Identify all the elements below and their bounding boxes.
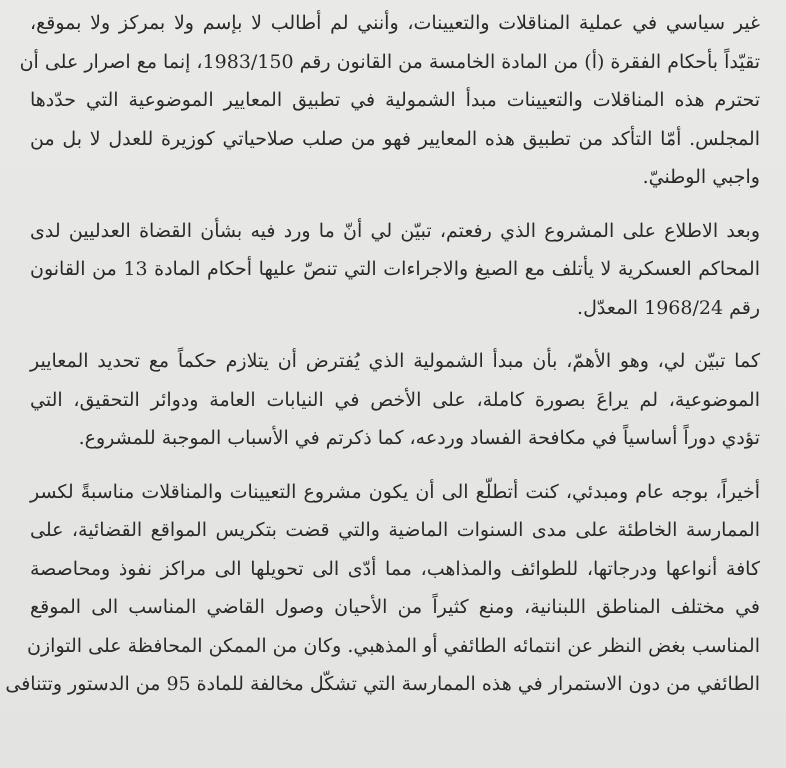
text-line: المجلس. أمّا التأكد من تطبيق هذه المعايير فهو من صلب صلاحياتي كوزيرة للعدل لا بل من — [30, 127, 761, 150]
text-line: المناسب بغض النظر عن انتمائه الطائفي أو المذهبي. وكان من الممكن المحافظة على التوازن — [27, 634, 760, 657]
paragraph-spacer — [30, 327, 760, 342]
paragraph-2 — [30, 212, 760, 328]
text-line: تحترم هذه المناقلات والتعيينات مبدأ الشمولية في تطبيق المعايير الموضوعية التي حدّدها — [30, 89, 760, 111]
text-line: تقيّداً بأحكام الفقرة (أ) من المادة الخامسة من القانون رقم 1983/150، إنما مع اصرار على أن — [19, 50, 760, 73]
text-line: رقم 1968/24 المعدّل. — [577, 296, 760, 319]
text-line: تؤدي دوراً أساسياً في مكافحة الفساد وردعه، كما ذكرتم في الأسباب الموجبة للمشروع. — [78, 427, 760, 449]
text-line: الطائفي من دون الاستمرار في هذه الممارسة التي تشكّل مخالفة للمادة 95 من الدستور وتتنافى — [5, 673, 760, 695]
text-line: الموضوعية، لم يراعَ بصورة كاملة، على الأخص في النيابات العامة ودوائر التحقيق، التي — [30, 388, 760, 411]
text-line: الممارسة الخاطئة على مدى السنوات الماضية والتي قضت بتكريس المواقع القضائية، على — [30, 519, 760, 541]
text-line: المحاكم العسكرية لا يأتلف مع الصيغ والاجراءات التي تنصّ عليها أحكام المادة 13 من القانون — [30, 258, 761, 280]
text-line: كافة أنواعها ودرجاتها، للطوائف والمذاهب، مما أدّى الى تحويلها الى مراكز نفوذ ومحاصصة — [30, 557, 760, 580]
text-line: كما تبيّن لي، وهو الأهمّ، بأن مبدأ الشمولية الذي يُفترض أن يتلازم حكماً مع تحديد المعايير — [30, 350, 760, 372]
paragraph-3 — [30, 342, 760, 458]
text-line: واجبي الوطنيّ. — [642, 166, 760, 188]
text-line: في مختلف المناطق اللبنانية، ومنع كثيراً من الأحيان وصول القاضي المناسب الى الموقع — [30, 596, 760, 618]
letter-body — [5, 4, 761, 704]
paragraph-spacer — [30, 458, 760, 473]
text-line: أخيراً، بوجه عام ومبدئي، كنت أتطلّع الى أن يكون مشروع التعيينات والمناقلات مناسبةً لكسر — [30, 480, 760, 503]
paragraph-4 — [5, 473, 760, 704]
text-line: غير سياسي في عملية المناقلات والتعيينات، وأنني لم أطالب لا بإسم ولا بمركز ولا بموقع، — [30, 12, 760, 34]
paragraph-spacer — [30, 197, 760, 212]
paragraph-1 — [19, 4, 761, 197]
text-line: وبعد الاطلاع على المشروع الذي رفعتم، تبيّن لي أنّ ما ورد فيه بشأن القضاة العدليين لدى — [30, 219, 760, 242]
